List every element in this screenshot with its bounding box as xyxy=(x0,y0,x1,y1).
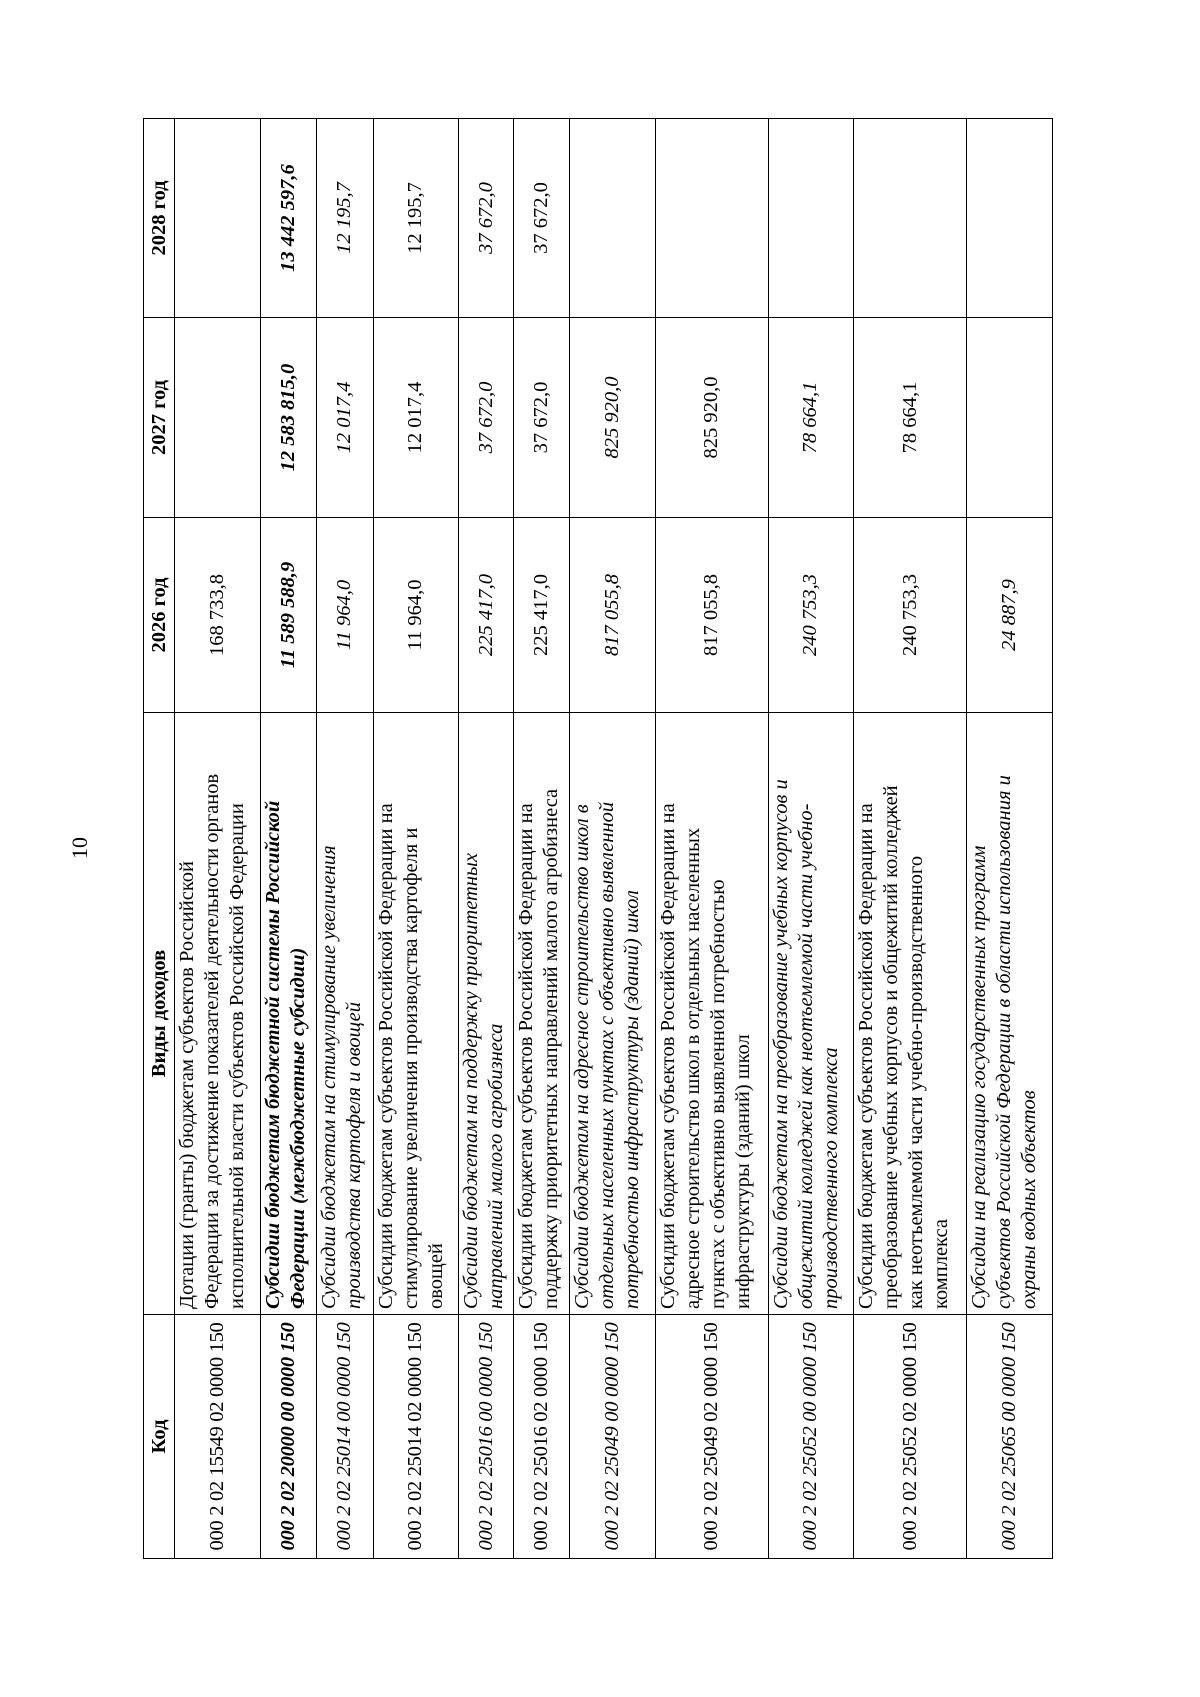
revenue-type-line: пунктах с объективно выявленной потребностью xyxy=(706,879,729,1309)
revenue-type-line: Субсидии бюджетам бюджетной системы Российской xyxy=(261,800,284,1309)
table-row xyxy=(373,119,459,1559)
revenue-type-line: преобразование учебных корпусов и общежитий колледжей xyxy=(880,785,903,1309)
cell-year-2026: 225 417,0 xyxy=(459,518,514,713)
cell-code: 000 2 02 25014 00 0000 150 xyxy=(316,1315,373,1559)
revenue-type-line: Субсидии бюджетам на адресное строительство школ в xyxy=(570,804,593,1309)
table-row xyxy=(316,119,373,1559)
revenue-type-line: исполнительной власти субъектов Российской Федерации xyxy=(226,803,248,1309)
header-revenue-type: Виды доходов xyxy=(144,713,175,1315)
cell-year-2026: 11 589 588,9 xyxy=(260,518,316,713)
cell-code: 000 2 02 20000 00 0000 150 xyxy=(260,1315,316,1559)
page-number: 10 xyxy=(67,837,92,859)
revenue-type-line: Субсидии бюджетам на преобразование учебных корпусов и xyxy=(769,779,792,1309)
header-code: Код xyxy=(144,1315,175,1559)
revenue-type-line: Федерации (межбюджетные субсидии) xyxy=(286,947,309,1309)
cell-year-2026: 24 887,9 xyxy=(967,518,1053,713)
revenue-type-line: направлений малого агробизнеса xyxy=(485,1023,508,1309)
cell-year-2027: 825 920,0 xyxy=(569,318,655,518)
cell-revenue-type xyxy=(175,713,261,1315)
cell-code: 000 2 02 25016 02 0000 150 xyxy=(514,1315,570,1559)
cell-revenue-type xyxy=(514,713,570,1315)
cell-code: 000 2 02 25049 00 0000 150 xyxy=(569,1315,655,1559)
cell-year-2027: 37 672,0 xyxy=(459,318,514,518)
revenue-type-line: Федерации за достижение показателей деятельности органов xyxy=(201,773,223,1309)
cell-year-2028: 37 672,0 xyxy=(459,119,514,318)
cell-year-2026: 817 055,8 xyxy=(655,518,768,713)
table-row xyxy=(854,119,967,1559)
cell-revenue-type xyxy=(854,713,967,1315)
table-header-row xyxy=(144,119,175,1559)
cell-year-2027 xyxy=(175,318,261,518)
cell-year-2026: 240 753,3 xyxy=(768,518,854,713)
revenue-type-line: стимулирование увеличения производства картофеля и xyxy=(399,827,422,1309)
cell-revenue-type xyxy=(316,713,373,1315)
header-2028: 2028 год xyxy=(144,119,175,318)
revenue-type-line: Субсидии бюджетам на стимулирование увеличения xyxy=(317,845,340,1309)
cell-year-2026: 168 733,8 xyxy=(175,518,261,713)
cell-year-2028 xyxy=(655,119,768,318)
revenue-type-line: общежитий колледжей как неотъемлемой части учебно- xyxy=(794,803,817,1309)
table-row xyxy=(514,119,570,1559)
cell-year-2026: 240 753,3 xyxy=(854,518,967,713)
cell-revenue-type xyxy=(260,713,316,1315)
revenue-type-line: как неотъемлемой части учебно-производственного xyxy=(905,855,928,1309)
cell-code: 000 2 02 15549 02 0000 150 xyxy=(175,1315,261,1559)
cell-year-2028 xyxy=(175,119,261,318)
cell-year-2028: 37 672,0 xyxy=(514,119,570,318)
table-body xyxy=(175,119,1053,1559)
cell-year-2026: 225 417,0 xyxy=(514,518,570,713)
table-row xyxy=(768,119,854,1559)
revenue-type-line: охраны водных объектов xyxy=(1018,1090,1041,1309)
cell-year-2026: 817 055,8 xyxy=(569,518,655,713)
cell-year-2028: 13 442 597,6 xyxy=(260,119,316,318)
cell-revenue-type xyxy=(967,713,1053,1315)
cell-year-2026: 11 964,0 xyxy=(373,518,459,713)
table-row xyxy=(175,119,261,1559)
cell-year-2028 xyxy=(768,119,854,318)
table-row xyxy=(967,119,1053,1559)
cell-year-2028 xyxy=(854,119,967,318)
revenue-type-line: субъектов Российской Федерации в области использования и xyxy=(993,775,1016,1309)
cell-code: 000 2 02 25049 02 0000 150 xyxy=(655,1315,768,1559)
table-row xyxy=(569,119,655,1559)
cell-revenue-type xyxy=(373,713,459,1315)
revenue-type-line: отдельных населенных пунктах с объективно выявленной xyxy=(595,801,618,1309)
cell-code: 000 2 02 25016 00 0000 150 xyxy=(459,1315,514,1559)
revenue-type-line: поддержку приоритетных направлений малого агробизнеса xyxy=(540,788,563,1309)
table-row xyxy=(459,119,514,1559)
revenue-table xyxy=(143,118,1053,1559)
cell-code: 000 2 02 25052 02 0000 150 xyxy=(854,1315,967,1559)
revenue-type-line: Субсидии бюджетам субъектов Российской Федерации на xyxy=(515,803,538,1309)
cell-revenue-type xyxy=(459,713,514,1315)
revenue-type-line: Субсидии бюджетам субъектов Российской Федерации на xyxy=(656,803,679,1309)
table-row xyxy=(655,119,768,1559)
cell-year-2028: 12 195,7 xyxy=(373,119,459,318)
header-2026: 2026 год xyxy=(144,518,175,713)
cell-year-2026: 11 964,0 xyxy=(316,518,373,713)
revenue-type-line: овощей xyxy=(424,1243,447,1309)
header-2027: 2027 год xyxy=(144,318,175,518)
cell-code: 000 2 02 25014 02 0000 150 xyxy=(373,1315,459,1559)
cell-year-2028 xyxy=(569,119,655,318)
revenue-type-line: Субсидии бюджетам на поддержку приоритетных xyxy=(460,852,483,1309)
cell-revenue-type xyxy=(569,713,655,1315)
table-row xyxy=(260,119,316,1559)
cell-year-2027: 78 664,1 xyxy=(854,318,967,518)
revenue-type-line: Субсидии бюджетам субъектов Российской Федерации на xyxy=(374,803,397,1309)
cell-year-2027: 12 583 815,0 xyxy=(260,318,316,518)
cell-year-2027 xyxy=(967,318,1053,518)
revenue-type-line: потребностью инфраструктуры (зданий) школ xyxy=(620,890,643,1309)
revenue-type-line: комплекса xyxy=(930,1219,953,1309)
cell-year-2027: 12 017,4 xyxy=(316,318,373,518)
cell-revenue-type xyxy=(768,713,854,1315)
revenue-type-line: Субсидии бюджетам субъектов Российской Федерации на xyxy=(855,803,878,1309)
cell-year-2027: 825 920,0 xyxy=(655,318,768,518)
cell-year-2027: 78 664,1 xyxy=(768,318,854,518)
cell-year-2028 xyxy=(967,119,1053,318)
revenue-type-line: инфраструктуры (зданий) школ xyxy=(731,1034,754,1309)
cell-year-2027: 37 672,0 xyxy=(514,318,570,518)
revenue-type-line: адресное строительство школ в отдельных населенных xyxy=(681,827,704,1309)
revenue-type-line: Дотации (гранты) бюджетам субъектов Российской xyxy=(176,861,198,1309)
cell-code: 000 2 02 25052 00 0000 150 xyxy=(768,1315,854,1559)
rotated-table-container xyxy=(143,119,1053,1559)
cell-year-2028: 12 195,7 xyxy=(316,119,373,318)
cell-code: 000 2 02 25065 00 0000 150 xyxy=(967,1315,1053,1559)
revenue-type-line: производства картофеля и овощей xyxy=(342,1002,365,1309)
revenue-type-line: производственного комплекса xyxy=(819,1047,842,1309)
revenue-type-line: Субсидии на реализацию государственных программ xyxy=(968,845,991,1309)
cell-revenue-type xyxy=(655,713,768,1315)
cell-year-2027: 12 017,4 xyxy=(373,318,459,518)
